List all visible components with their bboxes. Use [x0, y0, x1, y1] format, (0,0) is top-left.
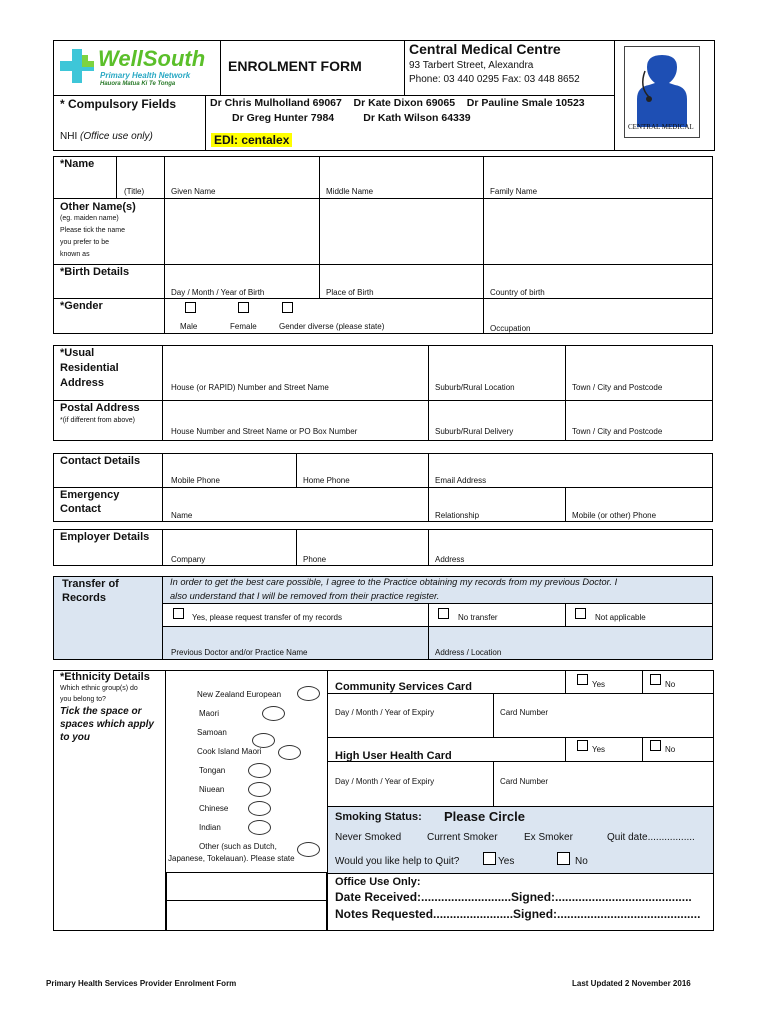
- not-applicable-label: Not applicable: [595, 613, 646, 622]
- ethnicity-option: Chinese: [199, 804, 229, 813]
- title-label: (Title): [124, 187, 145, 196]
- quit-help-no-checkbox[interactable]: [557, 852, 570, 865]
- central-medical-logo: [624, 46, 700, 138]
- previous-location-label: Address / Location: [435, 648, 502, 657]
- employer-details-label: Employer Details: [60, 531, 150, 543]
- logo-name: WellSouth: [98, 46, 206, 71]
- nhi-label: NHI (Office use only): [60, 131, 153, 142]
- high-user-health-card-label: High User Health Card: [335, 750, 452, 762]
- ethnicity-option: Indian: [199, 823, 221, 832]
- postal-street-label: House Number and Street Name or PO Box Number: [171, 427, 358, 436]
- ethnicity-question: you belong to?: [60, 696, 106, 703]
- ethnicity-other-oval[interactable]: [297, 842, 320, 857]
- huhc-yes-checkbox[interactable]: [577, 740, 588, 751]
- emergency-contact-label: Contact: [60, 503, 101, 515]
- town-label: Town / City and Postcode: [572, 383, 663, 392]
- footer-last-updated: Last Updated 2 November 2016: [572, 979, 691, 988]
- transfer-label: Transfer of: [62, 578, 119, 590]
- contact-details-label: Contact Details: [60, 455, 141, 467]
- ethnicity-other: Other (such as Dutch,: [199, 842, 277, 851]
- quit-help-question: Would you like help to Quit?: [335, 856, 460, 867]
- ethnicity-label: *Ethnicity Details: [60, 671, 150, 683]
- usual-address-label: Residential: [60, 362, 119, 374]
- given-name-label: Given Name: [171, 187, 216, 196]
- doctors-line-2: Dr Greg Hunter 7984 Dr Kath Wilson 64339: [232, 112, 471, 124]
- emergency-name-label: Name: [171, 511, 193, 520]
- postal-address-label: Postal Address: [60, 402, 140, 414]
- company-label: Company: [171, 555, 206, 564]
- ethnicity-option: Tongan: [199, 766, 226, 775]
- csc-yes-checkbox[interactable]: [577, 674, 588, 685]
- suburb-label: Suburb/Rural Location: [435, 383, 515, 392]
- mobile-phone-label: Mobile Phone: [171, 476, 220, 485]
- ethnicity-instruction: to you: [60, 732, 90, 743]
- quit-date-field[interactable]: Quit date.................: [607, 832, 695, 843]
- central-medical-logo-text: CENTRAL MEDICAL: [628, 123, 694, 131]
- country-of-birth-label: Country of birth: [490, 288, 545, 297]
- home-phone-label: Home Phone: [303, 476, 350, 485]
- huhc-yes-label: Yes: [592, 745, 606, 754]
- huhc-expiry-label: Day / Month / Year of Expiry: [335, 777, 435, 786]
- ethnicity-option: Samoan: [197, 728, 227, 737]
- ethnicity-oval[interactable]: [278, 745, 301, 760]
- ethnicity-oval[interactable]: [248, 801, 271, 816]
- other-names-note: (eg. maiden name): [60, 215, 119, 222]
- community-services-card-label: Community Services Card: [335, 681, 472, 693]
- transfer-consent-text: also understand that I will be removed from their practice register.: [170, 591, 440, 601]
- logo-tagline-maori: Hauora Matua Ki Te Tonga: [100, 81, 176, 87]
- form-title: ENROLMENT FORM: [228, 58, 362, 74]
- male-label: Male: [180, 322, 198, 331]
- place-of-birth-label: Place of Birth: [326, 288, 374, 297]
- notes-requested-line: Notes Requested........................Signed:...........................................: [335, 907, 701, 921]
- not-applicable-checkbox[interactable]: [575, 608, 586, 619]
- ethnicity-question: Which ethnic group(s) do: [60, 685, 138, 692]
- employer-address-label: Address: [435, 555, 465, 564]
- clinic-address: 93 Tarbert Street, Alexandra: [409, 60, 534, 71]
- date-received-line: Date Received:...........................Signed:.........................................: [335, 890, 692, 904]
- csc-no-checkbox[interactable]: [650, 674, 661, 685]
- ethnicity-oval[interactable]: [262, 706, 285, 721]
- ethnicity-option: Niuean: [199, 785, 225, 794]
- postal-suburb-label: Suburb/Rural Delivery: [435, 427, 514, 436]
- transfer-label: Records: [62, 592, 107, 604]
- employer-phone-label: Phone: [303, 555, 327, 564]
- previous-doctor-label: Previous Doctor and/or Practice Name: [171, 648, 308, 657]
- never-smoked-option[interactable]: Never Smoked: [335, 832, 402, 843]
- office-use-label: Office Use Only:: [335, 876, 421, 888]
- compulsory-fields-note: * Compulsory Fields: [60, 97, 177, 111]
- birth-details-label: *Birth Details: [60, 266, 130, 278]
- csc-no-label: No: [665, 680, 676, 689]
- clinic-name: Central Medical Centre: [409, 41, 561, 57]
- ex-smoker-option[interactable]: Ex Smoker: [524, 832, 573, 843]
- female-checkbox[interactable]: [238, 302, 249, 313]
- quit-help-yes-checkbox[interactable]: [483, 852, 496, 865]
- usual-address-label: *Usual: [60, 347, 95, 359]
- other-names-label: Other Name(s): [60, 201, 136, 213]
- transfer-yes-label: Yes, please request transfer of my records: [192, 613, 342, 622]
- gender-diverse-label: Gender diverse (please state): [279, 322, 385, 331]
- ethnicity-other: Japanese, Tokelauan). Please state: [168, 854, 295, 863]
- quit-help-yes-label: Yes: [498, 856, 515, 867]
- transfer-yes-checkbox[interactable]: [173, 608, 184, 619]
- emergency-contact-label: Emergency: [60, 489, 120, 501]
- current-smoker-option[interactable]: Current Smoker: [427, 832, 498, 843]
- clinic-phone: Phone: 03 440 0295 Fax: 03 448 8652: [409, 74, 580, 85]
- relationship-label: Relationship: [435, 511, 480, 520]
- logo-tagline: Primary Health Network: [100, 71, 191, 80]
- ethnicity-option: Maori: [199, 709, 220, 718]
- csc-number-label: Card Number: [500, 708, 549, 717]
- other-names-note: you prefer to be: [60, 239, 110, 246]
- name-label: *Name: [60, 158, 95, 170]
- middle-name-label: Middle Name: [326, 187, 374, 196]
- transfer-consent-text: In order to get the best care possible, I agree to the Practice obtaining my records from my previous Doctor. I: [170, 577, 618, 587]
- other-names-note: known as: [60, 251, 90, 258]
- huhc-no-label: No: [665, 745, 676, 754]
- male-checkbox[interactable]: [185, 302, 196, 313]
- ethnicity-oval[interactable]: [252, 733, 275, 748]
- ethnicity-oval[interactable]: [248, 782, 271, 797]
- ethnicity-instruction: Tick the space or: [60, 706, 142, 717]
- ethnicity-oval[interactable]: [248, 763, 271, 778]
- csc-yes-label: Yes: [592, 680, 606, 689]
- edi-code: EDI: centalex: [211, 133, 292, 147]
- other-names-note: Please tick the name: [60, 227, 125, 234]
- ethnicity-option: New Zealand European: [197, 690, 282, 699]
- huhc-no-checkbox[interactable]: [650, 740, 661, 751]
- female-label: Female: [230, 322, 257, 331]
- smoking-status-label: Smoking Status:: [335, 811, 422, 823]
- house-street-label: House (or RAPID) Number and Street Name: [171, 383, 329, 392]
- csc-expiry-label: Day / Month / Year of Expiry: [335, 708, 435, 717]
- footer-form-name: Primary Health Services Provider Enrolment Form: [46, 979, 237, 988]
- ethnicity-other-field[interactable]: [166, 900, 327, 931]
- please-circle-label: Please Circle: [444, 809, 525, 824]
- no-transfer-checkbox[interactable]: [438, 608, 449, 619]
- occupation-label: Occupation: [490, 324, 531, 333]
- gender-label: *Gender: [60, 300, 103, 312]
- ethnicity-oval[interactable]: [297, 686, 320, 701]
- no-transfer-label: No transfer: [458, 613, 498, 622]
- wellsouth-logo: [58, 44, 216, 92]
- family-name-label: Family Name: [490, 187, 538, 196]
- email-label: Email Address: [435, 476, 487, 485]
- quit-help-no-label: No: [575, 856, 588, 867]
- ethnicity-oval[interactable]: [248, 820, 271, 835]
- ethnicity-option: Cook Island Maori: [197, 747, 262, 756]
- ethnicity-other-field[interactable]: [166, 872, 327, 901]
- gender-diverse-checkbox[interactable]: [282, 302, 293, 313]
- emergency-phone-label: Mobile (or other) Phone: [572, 511, 657, 520]
- huhc-number-label: Card Number: [500, 777, 549, 786]
- postal-town-label: Town / City and Postcode: [572, 427, 663, 436]
- postal-address-note: *(if different from above): [60, 417, 135, 424]
- usual-address-label: Address: [60, 377, 105, 389]
- ethnicity-instruction: spaces which apply: [60, 719, 154, 730]
- doctors-line-1: Dr Chris Mulholland 69067 Dr Kate Dixon 69065 Dr Pauline Smale 10523: [210, 97, 585, 109]
- dob-label: Day / Month / Year of Birth: [171, 288, 265, 297]
